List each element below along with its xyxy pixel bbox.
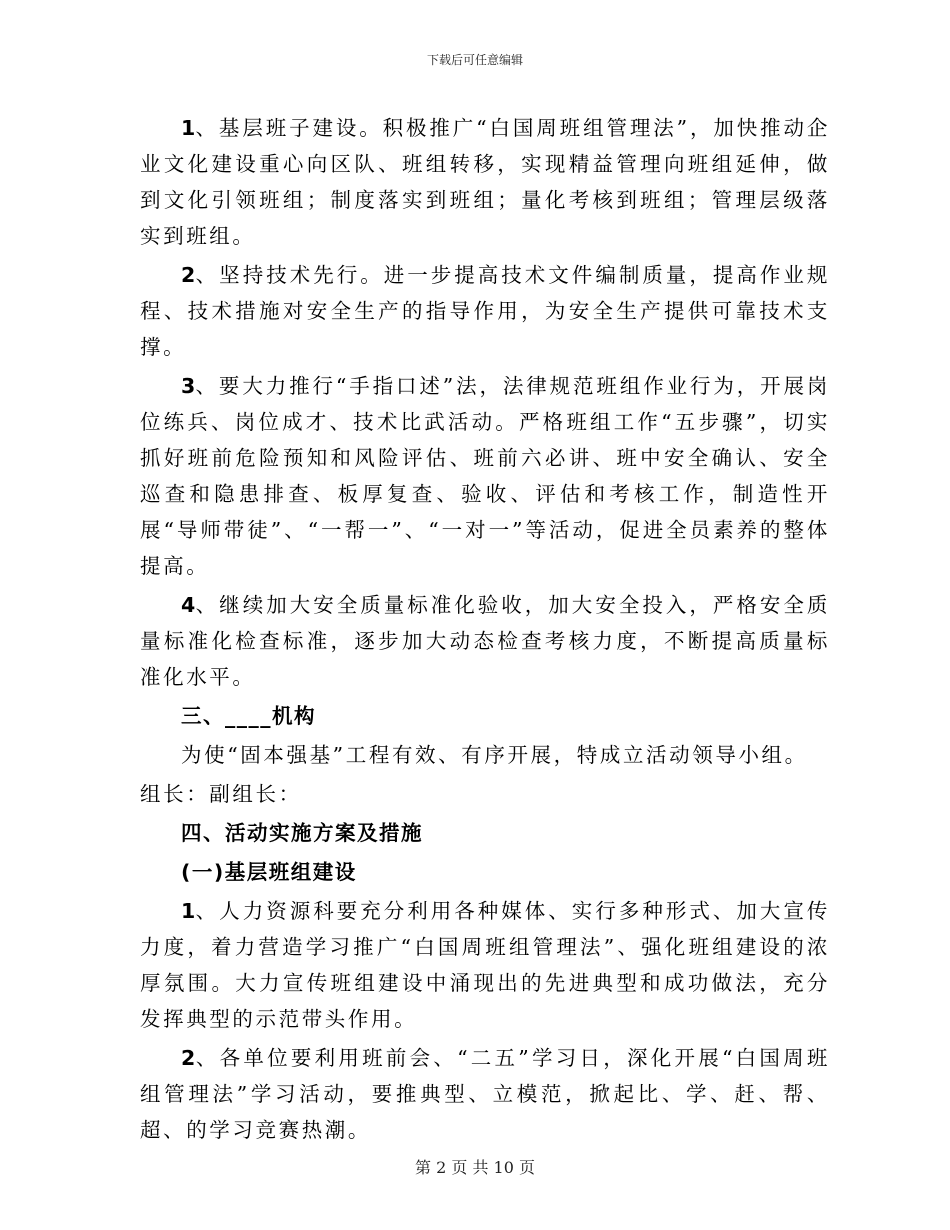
paragraph-number: 3	[181, 374, 196, 398]
paragraph-text: 、要大力推行“手指口述”法，法律规范班组作业行为，开展岗位练兵、岗位成才、技术比武活动。严格班组工作“五步骤”，切实抓好班前危险预知和风险评估、班前六必讲、班中安全确认、安全巡查和隐患排查、板厚复查、验收、评估和考核工作，制造性开展“导师带徒”、“一帮一”、“一对一”等活动，促进全员素养的整体提高。	[140, 374, 830, 578]
paragraph-number: 1	[181, 116, 196, 140]
paragraph-text: 、各单位要利用班前会、“二五”学习日，深化开展“白国周班组管理法”学习活动，要推典型、立模范，掀起比、学、赶、帮、超、的学习竞赛热潮。	[140, 1046, 830, 1142]
paragraph-number: 2	[181, 263, 196, 287]
section-4-heading: 四、活动实施方案及措施	[181, 821, 423, 845]
paragraph-text: 、人力资源科要充分利用各种媒体、实行多种形式、加大宣传力度，着力营造学习推广“白国周班组管理法”、强化班组建设的浓厚氛围。大力宣传班组建设中涌现出的先进典型和成功做法，充分发挥典型的示范带头作用。	[140, 899, 830, 1031]
paragraph-3	[140, 368, 830, 584]
page-header: 下载后可任意编辑	[426, 53, 523, 67]
page-footer: 第 2 页 共 10 页	[415, 1158, 535, 1177]
document-body	[140, 110, 830, 1151]
section-3-body: 为使“固本强基”工程有效、有序开展，特成立活动领导小组。	[181, 743, 808, 767]
paragraph-text: 、基层班子建设。积极推广“白国周班组管理法”，加快推动企业文化建设重心向区队、班组转移，实现精益管理向班组延伸，做到文化引领班组；制度落实到班组；量化考核到班组；管理层级落实到班组。	[140, 116, 830, 248]
paragraph-number: 1	[181, 899, 196, 923]
paragraph-2	[140, 257, 830, 365]
paragraph-number: 4	[181, 593, 196, 617]
section-4-subheading: (一)基层班组建设	[181, 860, 357, 884]
section-3-heading: 三、____机构	[181, 704, 316, 728]
paragraph-number: 2	[181, 1046, 196, 1070]
section-4-item-1	[140, 893, 830, 1037]
paragraph-text: 、坚持技术先行。进一步提高技术文件编制质量，提高作业规程、技术措施对安全生产的指导作用，为安全生产提供可靠技术支撑。	[140, 263, 830, 359]
paragraph-1	[140, 110, 830, 254]
paragraph-text: 、继续加大安全质量标准化验收，加大安全投入，严格安全质量标准化检查标准，逐步加大动态检查考核力度，不断提高质量标准化水平。	[140, 593, 830, 689]
paragraph-4	[140, 587, 830, 695]
section-3-members: 组长：副组长：	[140, 782, 302, 806]
section-4-item-2	[140, 1040, 830, 1148]
